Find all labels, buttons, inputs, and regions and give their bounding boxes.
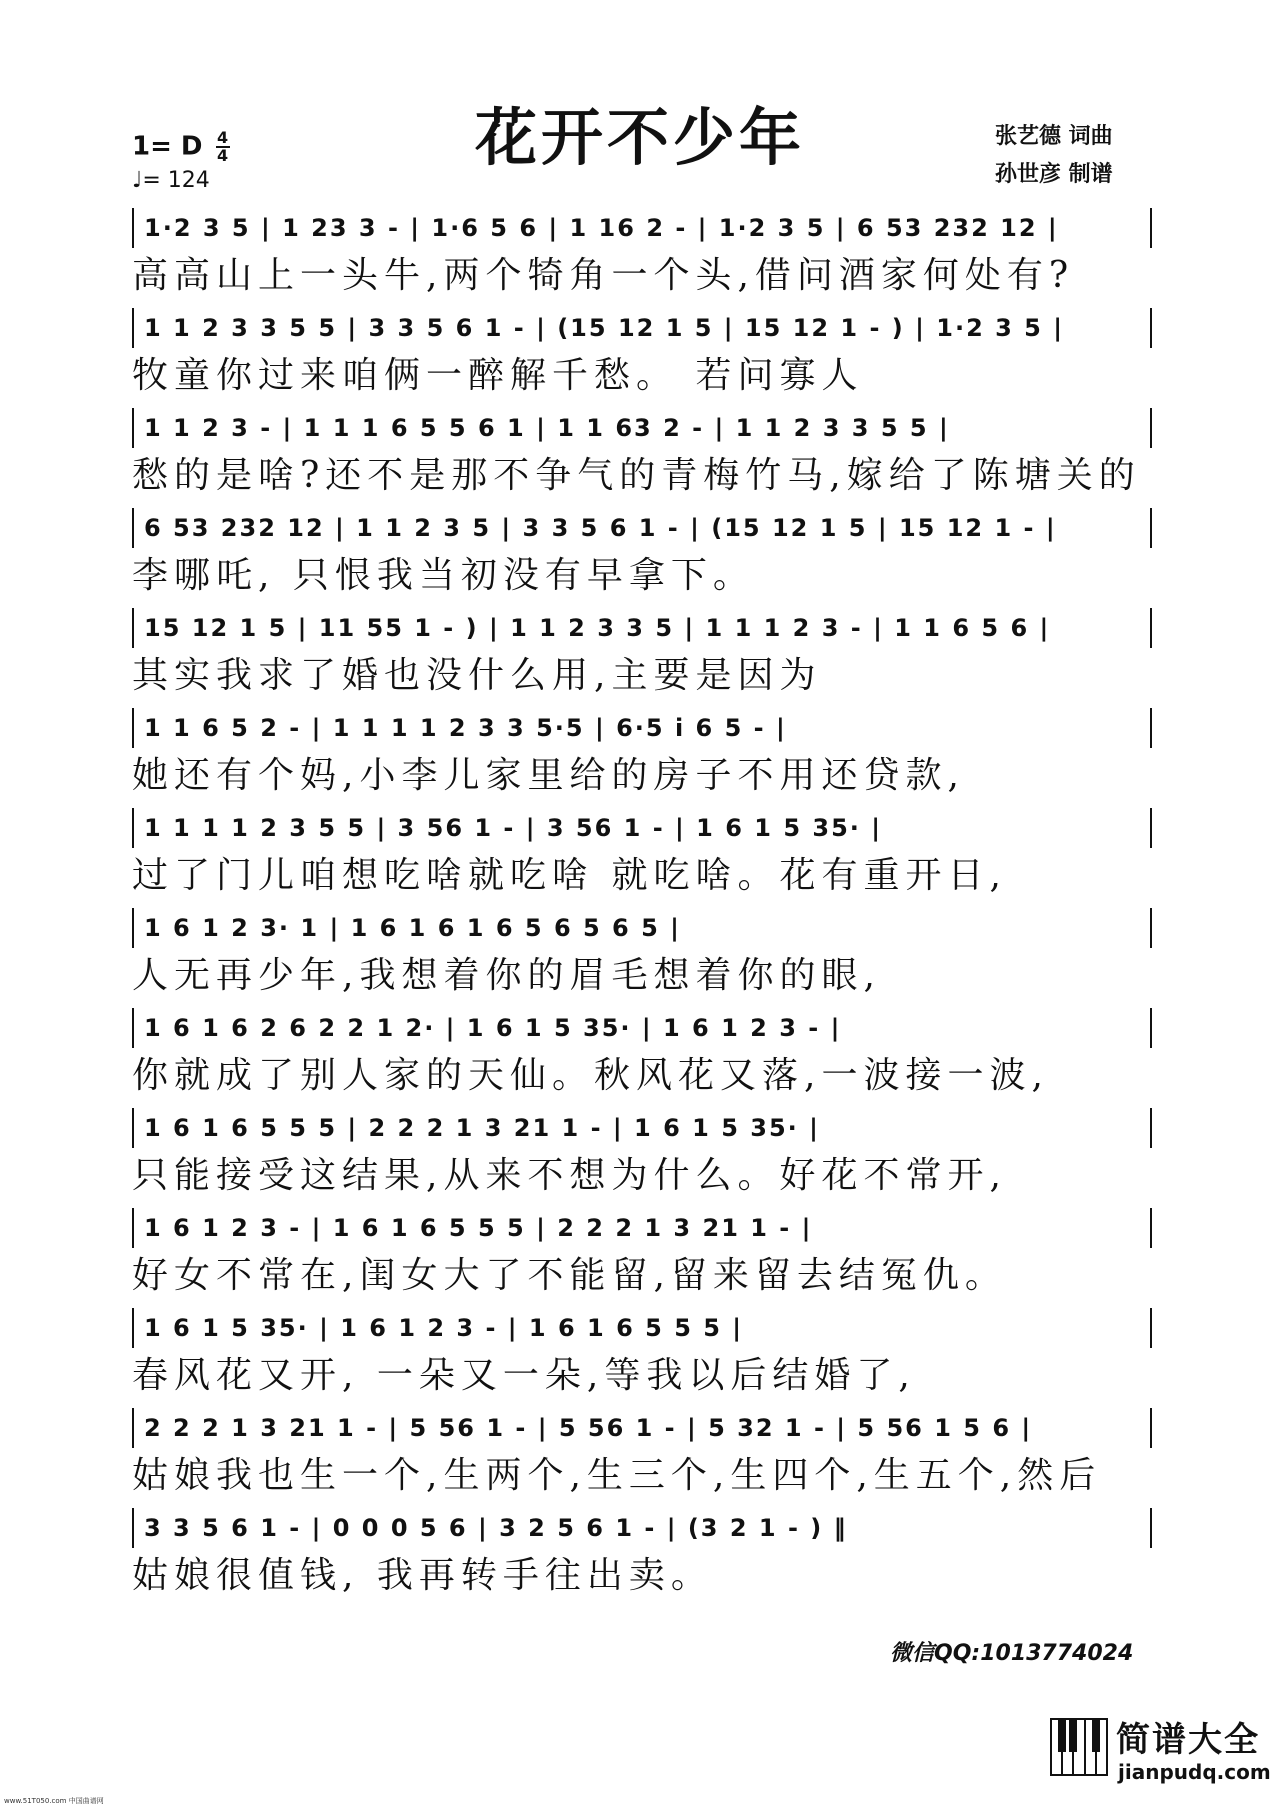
lyrics-line: 好女不常在,闺女大了不能留,留来留去结冤仇。 [132, 1255, 1007, 1296]
notation-line: 1 1 1 1 2 3 5 5 | 3 56 1 - | 3 56 1 - | 1 6 1 5 35· | [132, 808, 1152, 848]
piano-keys-icon [1050, 1718, 1108, 1776]
system-8 [132, 908, 1152, 1008]
time-signature [216, 130, 230, 164]
footer-watermark: www.51T050.com 中国曲谱网 [4, 1797, 104, 1805]
contact-info: 微信QQ:1013774024 [890, 1641, 1134, 1666]
notation-line: 1 6 1 2 3· 1 | 1 6 1 6 1 6 5 6 5 6 5 | [132, 908, 1152, 948]
notation-line: 3 3 5 6 1 - | 0 0 0 5 6 | 3 2 5 6 1 - | (3 2 1 - ) ‖ [132, 1508, 1152, 1548]
system-12 [132, 1308, 1152, 1408]
notation-line: 15 12 1 5 | 11 55 1 - ) | 1 1 2 3 3 5 | 1 1 1 2 3 - | 1 1 6 5 6 | [132, 608, 1152, 648]
lyrics-line: 只能接受这结果,从来不想为什么。好花不常开, [132, 1155, 1007, 1196]
time-signature-bottom: 4 [217, 146, 229, 165]
system-1 [132, 208, 1152, 308]
notation-line: 1 1 2 3 3 5 5 | 3 3 5 6 1 - | (15 12 1 5 | 15 12 1 - ) | 1·2 3 5 | [132, 308, 1152, 348]
notation-line: 2 2 2 1 3 21 1 - | 5 56 1 - | 5 56 1 - | 5 32 1 - | 5 56 1 5 6 | [132, 1408, 1152, 1448]
notation-line: 1 1 6 5 2 - | 1 1 1 1 2 3 3 5·5 | 6·5 i 6 5 - | [132, 708, 1152, 748]
brand-url[interactable]: jianpudq.com [1118, 1760, 1271, 1784]
lyrics-line: 你就成了别人家的天仙。秋风花又落,一波接一波, [132, 1055, 1049, 1096]
notation-line: 1·2 3 5 | 1 23 3 - | 1·6 5 6 | 1 16 2 - | 1·2 3 5 | 6 53 232 12 | [132, 208, 1152, 248]
system-10 [132, 1108, 1152, 1208]
lyrics-line: 人无再少年,我想着你的眉毛想着你的眼, [132, 955, 881, 996]
score-systems [132, 208, 1152, 1608]
lyrics-line: 过了门儿咱想吃啥就吃啥 就吃啥。花有重开日, [132, 855, 1007, 896]
lyrics-line: 牧童你过来咱俩一醉解千愁。 若问寡人 [132, 355, 864, 396]
system-2 [132, 308, 1152, 408]
notation-line: 1 6 1 6 5 5 5 | 2 2 2 1 3 21 1 - | 1 6 1 5 35· | [132, 1108, 1152, 1148]
credits [995, 118, 1113, 194]
time-signature-top: 4 [217, 128, 229, 147]
system-11 [132, 1208, 1152, 1308]
key-label: 1= D [132, 131, 203, 162]
lyrics-line: 其实我求了婚也没什么用,主要是因为 [132, 655, 822, 696]
notation-line: 1 1 2 3 - | 1 1 1 6 5 5 6 1 | 1 1 63 2 - | 1 1 2 3 3 5 5 | [132, 408, 1152, 448]
transcriber-credit: 孙世彦 制谱 [995, 162, 1113, 187]
notation-line: 6 53 232 12 | 1 1 2 3 5 | 3 3 5 6 1 - | (15 12 1 5 | 15 12 1 - | [132, 508, 1152, 548]
notation-line: 1 6 1 6 2 6 2 2 1 2· | 1 6 1 5 35· | 1 6 1 2 3 - | [132, 1008, 1152, 1048]
song-title: 花开不少年 [474, 101, 805, 174]
brand-name: 简谱大全 [1116, 1720, 1260, 1760]
notation-line: 1 6 1 2 3 - | 1 6 1 6 5 5 5 | 2 2 2 1 3 21 1 - | [132, 1208, 1152, 1248]
system-6 [132, 708, 1152, 808]
brand-logo [1050, 1712, 1270, 1792]
lyrics-music-credit: 张艺德 词曲 [995, 124, 1113, 149]
notation-line: 1 6 1 5 35· | 1 6 1 2 3 - | 1 6 1 6 5 5 5 | [132, 1308, 1152, 1348]
system-4 [132, 508, 1152, 608]
tempo-mark: ♩= 124 [132, 168, 210, 193]
system-14 [132, 1508, 1152, 1608]
lyrics-line: 愁的是啥?还不是那不争气的青梅竹马,嫁给了陈塘关的 [132, 455, 1141, 496]
lyrics-line: 姑娘我也生一个,生两个,生三个,生四个,生五个,然后 [132, 1455, 1102, 1496]
lyrics-line: 姑娘很值钱, 我再转手往出卖。 [132, 1555, 713, 1596]
lyrics-line: 李哪吒, 只恨我当初没有早拿下。 [132, 555, 755, 596]
key-signature [132, 130, 230, 164]
lyrics-line: 高高山上一头牛,两个犄角一个头,借问酒家何处有? [132, 255, 1075, 296]
lyrics-line: 春风花又开, 一朵又一朵,等我以后结婚了, [132, 1355, 916, 1396]
system-7 [132, 808, 1152, 908]
system-13 [132, 1408, 1152, 1508]
lyrics-line: 她还有个妈,小李儿家里给的房子不用还贷款, [132, 755, 965, 796]
system-3 [132, 408, 1152, 508]
system-9 [132, 1008, 1152, 1108]
system-5 [132, 608, 1152, 708]
